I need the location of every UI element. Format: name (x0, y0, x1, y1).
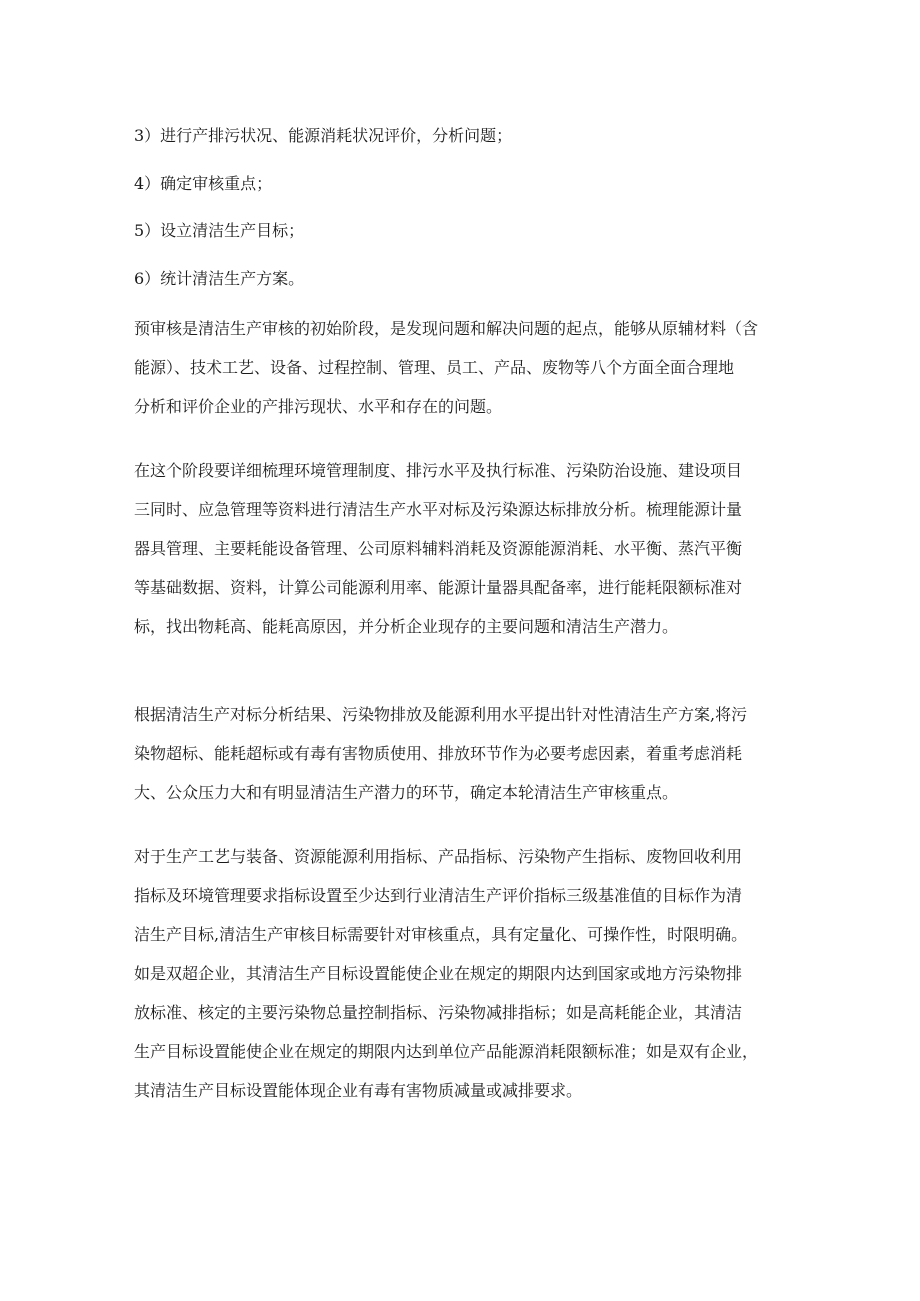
text-line: 洁生产目标,清洁生产审核目标需要针对审核重点，具有定量化、可操作性，时限明确。 (134, 925, 748, 944)
step-item-4: 4）确定审核重点； (134, 174, 273, 193)
text-line: 根据清洁生产对标分析结果、污染物排放及能源利用水平提出针对性清洁生产方案,将污 (134, 705, 748, 724)
step-item-6: 6）统计清洁生产方案。 (134, 269, 305, 288)
step-item-3: 3）进行产排污状况、能源消耗状况评价，分析问题； (134, 126, 513, 145)
text-line: 预审核是清洁生产审核的初始阶段，是发现问题和解决问题的起点，能够从原辅材料（含 (134, 319, 759, 338)
text-line: 分析和评价企业的产排污现状、水平和存在的问题。 (134, 397, 503, 416)
step-item-5: 5）设立清洁生产目标； (134, 221, 305, 240)
text-line: 能源）、技术工艺、设备、过程控制、管理、员工、产品、废物等八个方面全面合理地 (134, 358, 735, 377)
text-line: 如是双超企业，其清洁生产目标设置能使企业在规定的期限内达到国家或地方污染物排 (134, 964, 743, 983)
paragraph-production-goals (134, 837, 796, 1110)
text-line: 染物超标、能耗超标或有毒有害物质使用、排放环节作为必要考虑因素，着重考虑消耗 (134, 744, 743, 763)
text-line: 对于生产工艺与装备、资源能源利用指标、产品指标、污染物产生指标、废物回收利用 (134, 847, 743, 866)
paragraph-audit-focus (134, 695, 796, 812)
text-line: 其清洁生产目标设置能体现企业有毒有害物质减量或减排要求。 (134, 1081, 583, 1100)
paragraph-stage-review (134, 451, 796, 646)
text-line: 在这个阶段要详细梳理环境管理制度、排污水平及执行标准、污染防治设施、建设项目 (134, 461, 743, 480)
paragraph-pre-audit (134, 309, 796, 426)
text-line: 三同时、应急管理等资料进行清洁生产水平对标及污染源达标排放分析。梳理能源计量 (134, 500, 743, 519)
text-line: 等基础数据、资料，计算公司能源利用率、能源计量器具配备率，进行能耗限额标准对 (134, 578, 743, 597)
text-line: 大、公众压力大和有明显清洁生产潜力的环节，确定本轮清洁生产审核重点。 (134, 783, 679, 802)
text-line: 标，找出物耗高、能耗高原因，并分析企业现存的主要问题和清洁生产潜力。 (134, 617, 679, 636)
text-line: 生产目标设置能使企业在规定的期限内达到单位产品能源消耗限额标准；如是双有企业， (134, 1042, 759, 1061)
text-line: 指标及环境管理要求指标设置至少达到行业清洁生产评价指标三级基准值的目标作为清 (134, 886, 743, 905)
text-line: 器具管理、主要耗能设备管理、公司原料辅料消耗及资源能源消耗、水平衡、蒸汽平衡 (134, 539, 743, 558)
text-line: 放标准、核定的主要污染物总量控制指标、污染物减排指标；如是高耗能企业，其清洁 (134, 1003, 743, 1022)
